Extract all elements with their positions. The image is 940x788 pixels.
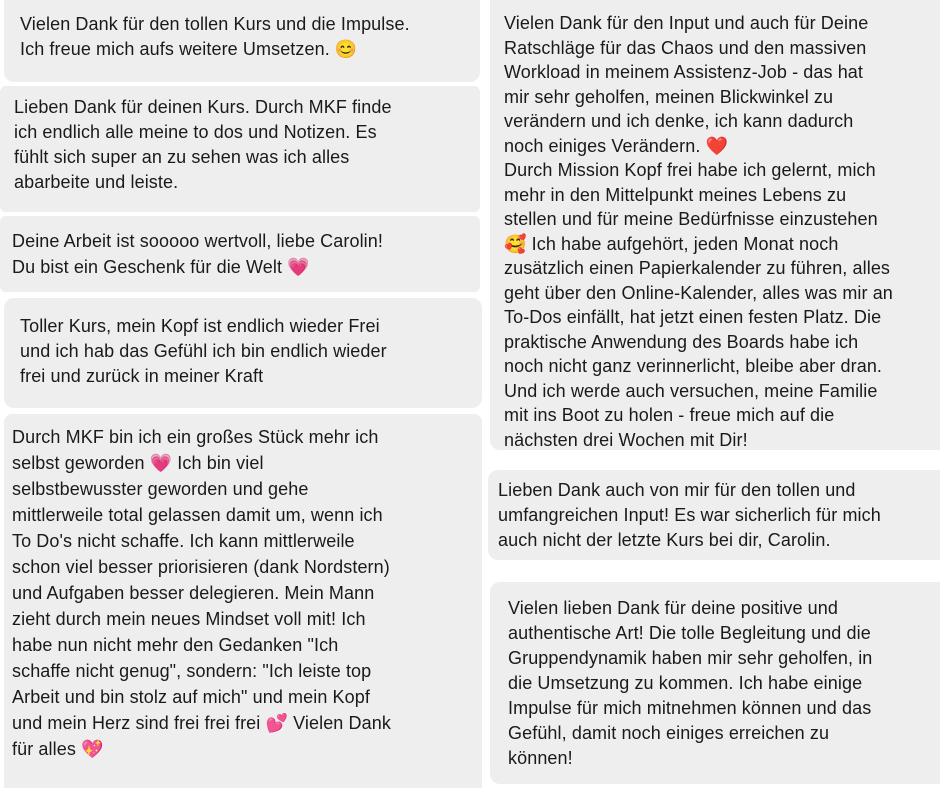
message-text-5: Durch MKF bin ich ein großes Stück mehr ich selbst geworden 💗 Ich bin viel selbstbewusster geworden und gehe mittlerweile total gelassen damit um, wenn ich To Do's nicht schaffe. Ich kann mittlerweile schon viel besser priorisieren (dank Nordstern) und Aufgaben besser delegieren. Mein Mann zieht durch mein neues Mindset voll mit! Ich habe nun nicht mehr den Gedanken "Ich schaffe nicht genug", sondern: "Ich leiste top Arbeit und bin stolz auf mich" und mein Kopf und mein Herz sind frei frei frei 💕 Vielen Dank für alles 💖: [12, 427, 391, 759]
message-text-6: Vielen Dank für den Input und auch für Deine Ratschläge für das Chaos und den massiven Workload in meinem Assistenz-Job - das hat mir sehr geholfen, meinen Blickwinkel zu verändern und ich denke, ich kann dadurch noch einiges Verändern. ❤️ Durch Mission Kopf frei habe ich gelernt, mich mehr in den Mittelpunkt meines Lebens zu stellen und für meine Bedürfnisse einzustehen 🥰 Ich habe aufgehört, jeden Monat noch zusätzlich einen Papierkalender zu führen, alles geht über den Online-Kalender, alles was mir an To-Dos einfällt, hat jetzt einen festen Platz. Die praktische Anwendung des Boards habe ich noch nicht ganz verinnerlicht, bleibe aber dran. Und ich werde auch versuchen, meine Familie mit ins Boot zu holen - freue mich auf die nächsten drei Wochen mit Dir!: [504, 13, 893, 450]
message-text-8: Vielen lieben Dank für deine positive und authentische Art! Die tolle Begleitung und die Gruppendynamik haben mir sehr geholfen, in die Umsetzung zu kommen. Ich habe einige Impulse für mich mitnehmen können und das Gefühl, damit noch einiges erreichen zu können!: [508, 598, 873, 768]
message-bubble-2: [0, 86, 480, 212]
message-bubble-3: [0, 216, 480, 292]
message-bubble-6: [490, 0, 940, 450]
message-text-4: Toller Kurs, mein Kopf ist endlich wieder Frei und ich hab das Gefühl ich bin endlich wieder frei und zurück in meiner Kraft: [20, 316, 387, 386]
message-bubble-8: [490, 582, 940, 784]
message-bubble-7: [488, 470, 940, 560]
message-text-1: Vielen Dank für den tollen Kurs und die Impulse. Ich freue mich aufs weitere Umsetzen. 😊: [20, 14, 410, 59]
message-text-2: Lieben Dank für deinen Kurs. Durch MKF finde ich endlich alle meine to dos und Notizen. Es fühlt sich super an zu sehen was ich alles abarbeite und leiste.: [14, 97, 392, 192]
message-text-3: Deine Arbeit ist sooooo wertvoll, liebe Carolin! Du bist ein Geschenk für die Welt 💗: [12, 231, 383, 277]
message-bubble-5: [4, 414, 482, 788]
message-bubble-1: [4, 0, 480, 82]
message-bubble-4: [4, 298, 482, 408]
message-text-7: Lieben Dank auch von mir für den tollen und umfangreichen Input! Es war sicherlich für mich auch nicht der letzte Kurs bei dir, Carolin.: [498, 480, 881, 550]
